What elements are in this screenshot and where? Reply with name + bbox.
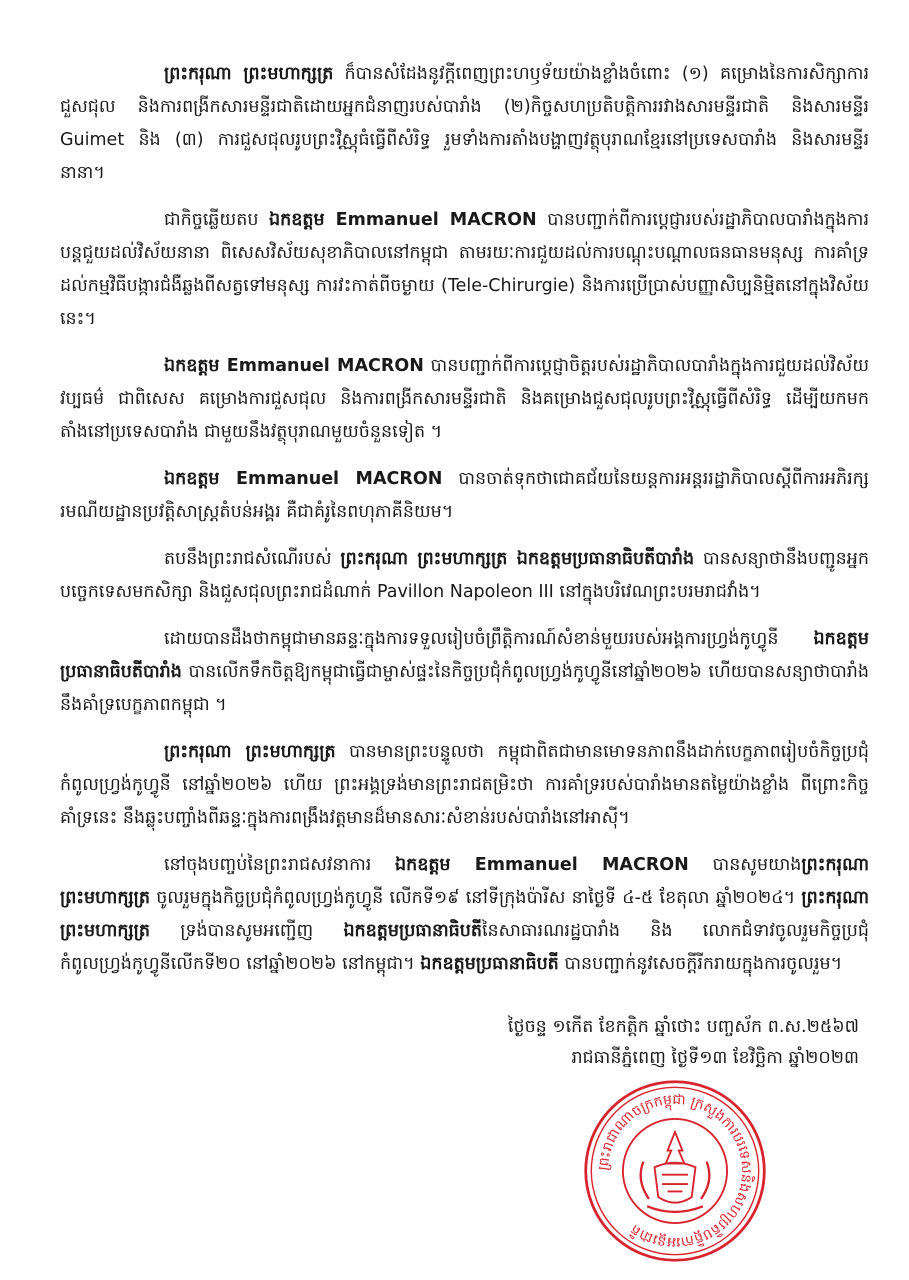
date-block — [508, 1012, 859, 1074]
bold-text-run: ព្រះករុណា ព្រះមហាក្សត្រ — [164, 742, 336, 762]
text-run: តបនឹងព្រះរាជសំណើរបស់ — [164, 549, 341, 569]
seal-inner-ring — [623, 1119, 727, 1223]
bold-text-run: ឯកឧត្តមប្រធានាធិបតី — [420, 954, 559, 974]
bold-text-run: ព្រះករុណា ព្រះមហាក្សត្រ — [60, 855, 869, 908]
seal-emblem-ribbon — [647, 1206, 703, 1212]
paragraph — [60, 58, 869, 190]
seal-emblem-shield — [655, 1163, 696, 1203]
text-run: ដោយបានដឹងថាកម្ពុជាមានឆន្ទៈក្នុងការទទួលរៀបចំព្រឹត្តិការណ៍សំខាន់មួយរបស់អង្គការហ្វ្រង់កូហ្វូនី — [164, 629, 814, 649]
bold-text-run: ឯកឧត្តមប្រធានាធិបតីបារាំង — [60, 629, 869, 682]
text-run: បានបញ្ជាក់ពីការប្តេជ្ញាចិត្តរបស់រដ្ឋាភិបាលបារាំងក្នុងការជួយដល់វិស័យវប្បធម៌ ជាពិសេស គម្រោងការជួសជុល និងការពង្រីកសារមន្ទីរជាតិ និងគម្រោងជួសជុលរូបព្រះវិស្ណុធ្វើពីសំរិទ្ធ ដើម្បីយកមកតាំងនៅប្រទេសបារាំង ជាមួយនឹងវត្ថុបុរាណមួយចំនួនទៀត ។ — [60, 356, 869, 442]
text-run: ទ្រង់បានសូមអញ្ជើញ — [149, 921, 344, 941]
seal-outer-ring — [586, 1082, 765, 1261]
paragraph — [60, 204, 869, 336]
seal-ring-text: ព្រះរាជាណាចក្រកម្ពុជា ក្រសួងការបរទេសនិងសហប្រតិបត្តិការអន្តរជាតិ — [595, 1091, 755, 1251]
bold-text-run: ឯកឧត្តម Emmanuel MACRON — [269, 210, 537, 230]
bold-text-run: ឯកឧត្តម Emmanuel MACRON — [164, 356, 424, 376]
lunar-date-line: ថ្ងៃចន្ទ ១កើត ខែកត្តិក ឆ្នាំថោះ បញ្ចស័ក ព.ស.២៥៦៧ — [507, 1017, 859, 1037]
bold-text-run: ព្រះករុណា ព្រះមហាក្សត្រ — [60, 888, 869, 941]
text-run: ជាកិច្ចឆ្លើយតប — [164, 210, 270, 230]
bold-text-run: ព្រះករុណា ព្រះមហាក្សត្រ ឯកឧត្តមប្រធានាធិបតីបារាំង — [340, 549, 695, 569]
text-run: ក៏បានសំដែងនូវក្ដីពេញព្រះហឫទ័យយ៉ាងខ្លាំងចំពោះ (១) គម្រោងនៃការសិក្សាការជួសជុល និងការពង្រីកសារមន្ទីរជាតិដោយអ្នកជំនាញរបស់បារាំង (២)កិច្ចសហប្រតិបត្តិការរវាងសារមន្ទីរជាតិ និងសារមន្ទីរ Guimet និង (៣) ការជួសជុលរូបព្រះវិស្ណុធំធ្វើពីសំរិទ្ធ រួមទាំងការតាំងបង្ហាញវត្ថុបុរាណខ្មែរនៅប្រទេសបារាំង និងសារមន្ទីរនានា។ — [60, 64, 869, 183]
text-run: បានចាត់ទុកថាជោគជ័យនៃយន្តការអន្តររដ្ឋាភិបាលស្តីពីការអភិរក្សរមណីយដ្ឋានប្រវត្តិសាស្ត្រតំបន់អង្គរ គឺជាគំរូនៃពហុភាគីនិយម។ — [60, 469, 869, 522]
paragraph — [60, 350, 869, 449]
text-run: បានបញ្ជាក់នូវសេចក្តីរីករាយក្នុងការចូលរួម។ — [558, 954, 843, 974]
paragraph — [60, 623, 869, 722]
text-run: បានបញ្ជាក់ពីការប្តេជ្ញារបស់រដ្ឋាភិបាលបារាំងក្នុងការបន្តជួយដល់វិស័យនានា ពិសេសវិស័យសុខាភិបាលនៅកម្ពុជា តាមរយៈការជួយដល់ការបណ្តុះបណ្តាលធនធានមនុស្ស ការគាំទ្រដល់កម្មវិធីបង្ការជំងឺឆ្លងពីសត្វទៅមនុស្ស ការវះកាត់ពីចម្ងាយ (Tele-Chirurgie) និងការប្រើប្រាស់បញ្ញាសិប្បនិម្មិតនៅក្នុងវិស័យនេះ។ — [60, 210, 869, 329]
seal-emblem-lines — [662, 1175, 688, 1192]
text-run: បានសន្យាថានឹងបញ្ជូនអ្នកបច្ចេកទេសមកសិក្សា និងជួសជុលព្រះរាជដំណាក់ Pavillon Napoleon III នៅក្នុងបរិវេណព្រះបរមរាជវាំង។ — [60, 549, 869, 602]
solar-date-line: រាជធានីភ្នំពេញ ថ្ងៃទី១៣ ខែវិច្ឆិកា ឆ្នាំ២០២៣ — [571, 1048, 859, 1068]
bold-text-run: ឯកឧត្តម Emmanuel MACRON — [395, 855, 689, 875]
seal-emblem-supporters — [641, 1162, 710, 1199]
text-run: ចូលរួមក្នុងកិច្ចប្រជុំកំពូលហ្វ្រង់កូហ្វូនី លើកទី១៩ នៅទីក្រុងប៉ារីស នាថ្ងៃទី ៤-៥ ខែតុលា ឆ្នាំ២០២៤។ — [149, 888, 802, 908]
paragraph — [60, 849, 869, 981]
paragraph — [60, 463, 869, 529]
official-seal-icon — [582, 1078, 768, 1264]
seal-ring-2 — [591, 1087, 758, 1254]
document-body — [60, 58, 869, 981]
text-run: បានលើកទឹកចិត្តឱ្យកម្ពុជាធ្វើជាម្ចាស់ផ្ទះនៃកិច្ចប្រជុំកំពូលហ្វ្រង់កូហ្វូនីនៅឆ្នាំ២០២៦ ហើយបានសន្យាថាបារាំងនឹងគាំទ្របេក្ខភាពកម្ពុជា ។ — [60, 662, 869, 715]
seal-emblem-spire — [666, 1132, 685, 1164]
bold-text-run: ឯកឧត្តម Emmanuel MACRON — [164, 469, 443, 489]
text-run: នៃសាធារណរដ្ឋបារាំង និង លោកជំទាវចូលរួមកិច្ចប្រជុំកំពូលហ្វ្រង់កូហ្វូនីលើកទី២០ នៅឆ្នាំ២០២៦ នៅកម្ពុជា។ — [60, 921, 869, 974]
bold-text-run: ឯកឧត្តមប្រធានាធិបតី — [343, 921, 482, 941]
text-run: នៅចុងបញ្ចប់នៃព្រះរាជសវនាការ — [164, 855, 395, 875]
text-run: បានសូមយាង — [688, 855, 802, 875]
paragraph — [60, 736, 869, 835]
bold-text-run: ព្រះករុណា ព្រះមហាក្សត្រ — [164, 64, 334, 84]
paragraph — [60, 543, 869, 609]
text-run: បានមានព្រះបន្ទូលថា កម្ពុជាពិតជាមានមោទនភាពនឹងដាក់បេក្ខភាពរៀបចំកិច្ចប្រជុំកំពូលហ្វ្រង់កូហ្វូនី នៅឆ្នាំ២០២៦ ហើយ ព្រះអង្គទ្រង់មានព្រះរាជតម្រិះថា ការគាំទ្ររបស់បារាំងមានតម្លៃយ៉ាងខ្លាំង ពីព្រោះកិច្ចគាំទ្រនេះ នឹងឆ្លុះបញ្ចាំងពីឆន្ទៈក្នុងការពង្រឹងវត្តមានដ៏មានសារៈសំខាន់របស់បារាំងនៅអាស៊ី។ — [60, 742, 869, 828]
